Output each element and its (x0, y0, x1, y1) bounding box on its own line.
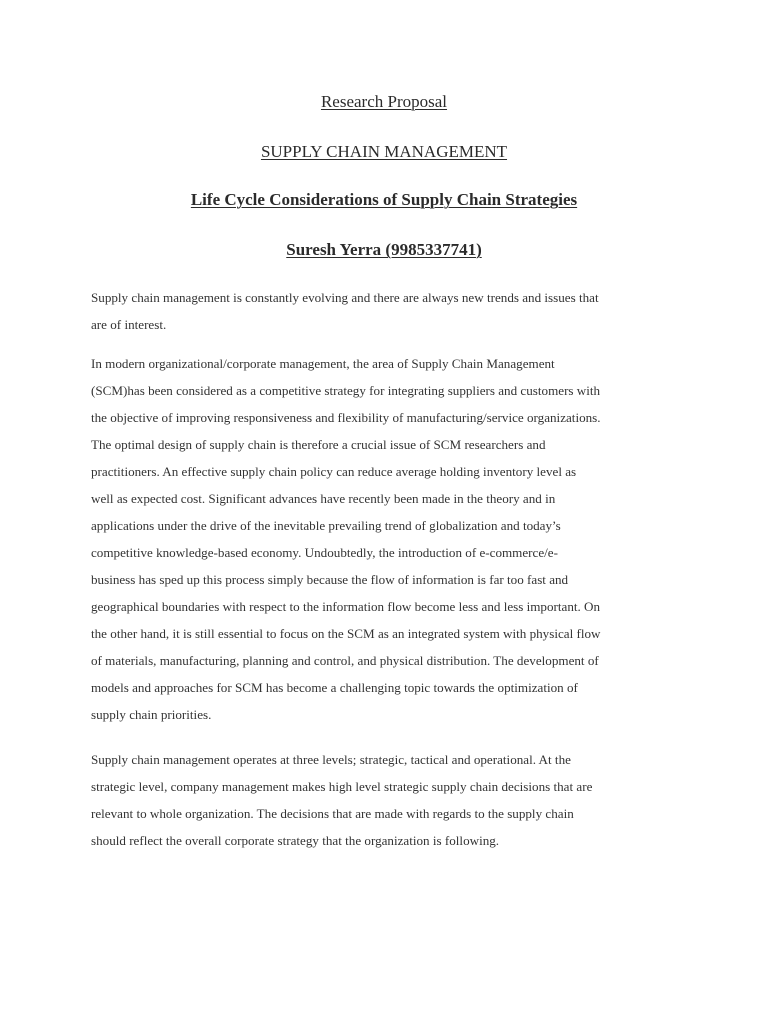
paragraph-line: of materials, manufacturing, planning and control, and physical distribution. The development of (91, 653, 599, 668)
document-topic: Life Cycle Considerations of Supply Chain Strategies (190, 190, 578, 209)
paragraph-line: geographical boundaries with respect to the information flow become less and less important. On (91, 599, 601, 614)
paragraph-line: (SCM)has been considered as a competitive strategy for integrating suppliers and customers with (91, 383, 601, 398)
document-author: Suresh Yerra (9985337741) (286, 240, 482, 259)
paragraph-line: are of interest. (91, 317, 167, 332)
paragraph-intro (91, 284, 599, 338)
paragraph-line: the objective of improving responsiveness and flexibility of manufacturing/service organizations. (91, 410, 601, 425)
paragraph-line: should reflect the overall corporate strategy that the organization is following. (91, 833, 500, 848)
paragraph-line: In modern organizational/corporate management, the area of Supply Chain Management (91, 356, 555, 371)
paragraph-line: The optimal design of supply chain is therefore a crucial issue of SCM researchers and (91, 437, 546, 452)
paragraph-line: business has sped up this process simply because the flow of information is far too fast and (91, 572, 569, 587)
paragraph-line: supply chain priorities. (91, 707, 212, 722)
paragraph-scm-overview (91, 350, 601, 728)
paragraph-line: applications under the drive of the inevitable prevailing trend of globalization and today’s (91, 518, 561, 533)
document-subject: SUPPLY CHAIN MANAGEMENT (260, 142, 508, 161)
paragraph-line: strategic level, company management makes high level strategic supply chain decisions that are (91, 779, 593, 794)
paragraph-line: well as expected cost. Significant advances have recently been made in the theory and in (91, 491, 556, 506)
paragraph-line: Supply chain management is constantly evolving and there are always new trends and issues that (91, 290, 599, 305)
paragraph-line: Supply chain management operates at three levels; strategic, tactical and operational. At the (91, 752, 571, 767)
paragraph-line: competitive knowledge-based economy. Undoubtedly, the introduction of e-commerce/e- (91, 545, 558, 560)
paragraph-line: the other hand, it is still essential to focus on the SCM as an integrated system with physical flow (91, 626, 601, 641)
paragraph-scm-levels (91, 746, 592, 854)
paragraph-line: models and approaches for SCM has become a challenging topic towards the optimization of (91, 680, 578, 695)
paragraph-line: practitioners. An effective supply chain policy can reduce average holding inventory level as (91, 464, 577, 479)
paragraph-line: relevant to whole organization. The decisions that are made with regards to the supply chain (91, 806, 574, 821)
document-title: Research Proposal (320, 92, 448, 111)
